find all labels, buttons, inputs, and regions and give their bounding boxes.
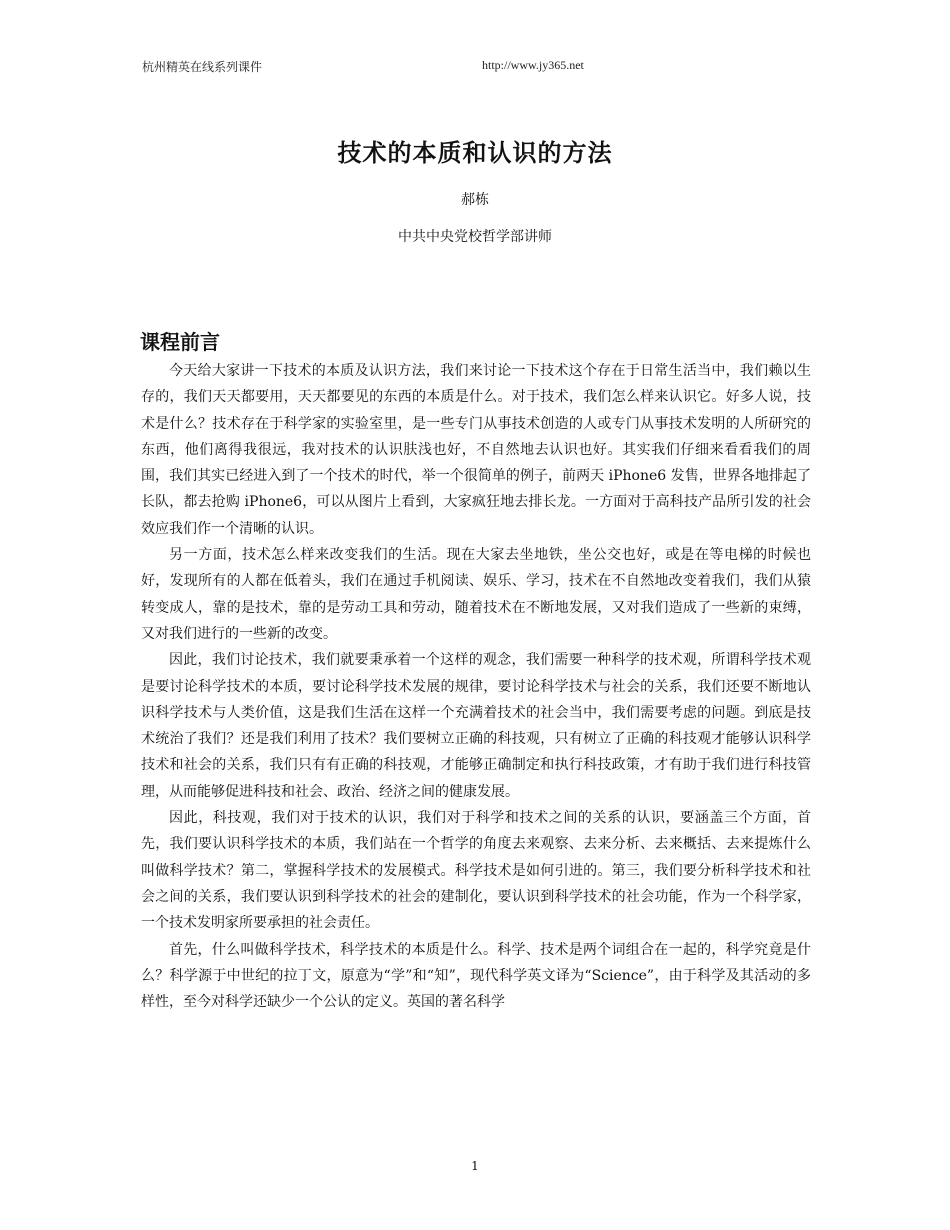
- paragraph: 首先，什么叫做科学技术，科学技术的本质是什么。科学、技术是两个词组合在一起的，科学究竟是什么？科学源于中世纪的拉丁文，原意为“学”和“知”，现代科学英文译为“Science”，由于科学及其活动的多样性，至今对科学还缺少一个公认的定义。英国的著名科学: [141, 941, 811, 1011]
- document-title: 技术的本质和认识的方法: [337, 139, 613, 167]
- paragraph: 因此，科技观，我们对于技术的认识，我们对于科学和技术之间的关系的认识，要涵盖三个方面，首先，我们要认识科学技术的本质，我们站在一个哲学的角度去来观察、去来分析、去来概括、去来提炼什么叫做科学技术？第二，掌握科学技术的发展模式。科学技术是如何引进的。第三，我们要分析科学技术和社会之间的关系，我们要认识到科学技术的社会的建制化，要认识到科学技术的社会功能，作为一个科学家，一个技术发明家所要承担的社会责任。: [141, 810, 811, 932]
- paragraph: 今天给大家讲一下技术的本质及认识方法，我们来讨论一下技术这个存在于日常生活当中，我们赖以生存的，我们天天都要用，天天都要见的东西的本质是什么。对于技术，我们怎么样来认识它。好多人说，技术是什么？技术存在于科学家的实验室里，是一些专门从事技术创造的人或专门从事技术发明的人所研究的东西，他们离得我很远，我对技术的认识肤浅也好，不自然地去认识也好。其实我们仔细来看看我们的周围，我们其实已经进入到了一个技术的时代，举一个很简单的例子，前两天 iPhone6 发售，世界各地排起了长队，都去抢购 iPhone6，可以从图片上看到，大家疯狂地去排长龙。一方面对于高科技产品所引发的社会效应我们作一个清晰的认识。: [141, 363, 811, 537]
- header-course-series: 杭州精英在线系列课件: [142, 60, 263, 74]
- paragraph: 因此，我们讨论技术，我们就要秉承着一个这样的观念，我们需要一种科学的技术观，所谓科学技术观是要讨论科学技术的本质，要讨论科学技术发展的规律，要讨论科学技术与社会的关系，我们还要不断地认识科学技术与人类价值，这是我们生活在这样一个充满着技术的社会当中，我们需要考虑的问题。到底是技术统治了我们？还是我们利用了技术？我们要树立正确的科技观，只有树立了正确的科技观才能够认识科学技术和社会的关系，我们只有有正确的科技观，才能够正确制定和执行科技政策，才有助于我们进行科技管理，从而能够促进科技和社会、政治、经济之间的健康发展。: [141, 652, 811, 800]
- section-body: [141, 358, 811, 1015]
- paragraph: 另一方面，技术怎么样来改变我们的生活。现在大家去坐地铁，坐公交也好，或是在等电梯的时候也好，发现所有的人都在低着头，我们在通过手机阅读、娱乐、学习，技术在不自然地改变着我们，我们从猿转变成人，靠的是技术，靠的是劳动工具和劳动，随着技术在不断地发展，又对我们造成了一些新的束缚，又对我们进行的一些新的改变。: [141, 547, 811, 642]
- section-heading: 课程前言: [140, 330, 220, 354]
- header-url: http://www.jy365.net: [482, 58, 584, 72]
- page-number: 1: [471, 1159, 479, 1173]
- author-affiliation: 中共中央党校哲学部讲师: [398, 229, 552, 245]
- author-name: 郝栋: [461, 192, 489, 208]
